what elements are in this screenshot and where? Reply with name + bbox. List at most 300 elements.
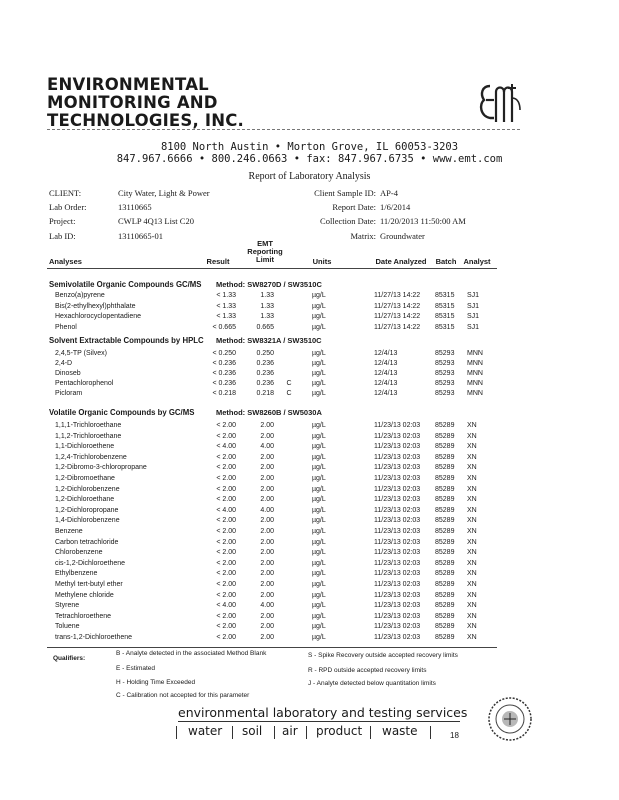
cell-name: 1,1,2-Trichloroethane	[55, 432, 122, 440]
cell-analyst: XN	[467, 549, 477, 557]
cell-batch: 85289	[435, 517, 455, 525]
sample-id-value: AP-4	[380, 188, 398, 198]
cell-batch: 85289	[435, 570, 455, 578]
cell-date: 11/23/13 02:03	[374, 602, 421, 610]
qualifiers-label: Qualifiers:	[53, 655, 86, 662]
cell-units: µg/L	[312, 432, 326, 440]
cell-limit: 2.00	[260, 612, 274, 620]
cell-analyst: XN	[467, 528, 477, 535]
cell-date: 11/23/13 02:03	[374, 581, 421, 588]
cell-batch: 85293	[435, 370, 455, 377]
cell-units: µg/L	[312, 453, 326, 461]
cell-analyst: MNN	[467, 370, 483, 377]
cell-result: < 0.236	[212, 360, 236, 367]
cell-analyst: XN	[467, 464, 477, 472]
cell-date: 11/23/13 02:03	[374, 570, 421, 578]
section-title: Semivolatile Organic Compounds GC/MS	[49, 280, 202, 289]
table-row	[0, 623, 619, 633]
company-name-line1: ENVIRONMENTAL	[47, 75, 209, 94]
table-row	[0, 581, 619, 591]
cell-result: < 0.218	[212, 390, 236, 397]
cell-name: Methylene chloride	[55, 591, 114, 599]
footer-item-soil: soil	[242, 724, 263, 738]
cell-name: Toluene	[55, 623, 80, 631]
qualifier-h: H - Holding Time Exceeded	[116, 679, 196, 686]
table-row	[0, 292, 619, 302]
table-row	[0, 634, 619, 644]
qualifier-r: R - RPD outside accepted recovery limits	[308, 667, 427, 674]
cell-batch: 85293	[435, 390, 455, 397]
cell-date: 11/23/13 02:03	[374, 528, 421, 535]
cell-date: 11/23/13 02:03	[374, 475, 421, 482]
lab-id-label: Lab ID:	[49, 231, 76, 241]
cell-result: < 0.236	[212, 380, 236, 387]
cell-result: < 2.00	[216, 432, 236, 440]
cell-result: < 4.00	[216, 443, 236, 451]
cell-name: 2,4,5-TP (Silvex)	[55, 350, 107, 357]
table-row	[0, 464, 619, 474]
table-row	[0, 360, 619, 370]
cell-result: < 0.665	[212, 323, 236, 331]
cell-name: Hexachlorocyclopentadiene	[55, 313, 141, 320]
qualifier-c: C - Calibration not accepted for this parameter	[116, 692, 250, 699]
cell-result: < 2.00	[216, 559, 236, 567]
footer-divider	[430, 726, 431, 739]
cell-analyst: SJ1	[467, 323, 480, 331]
cell-name: Tetrachloroethene	[55, 612, 112, 620]
collection-date-label: Collection Date:	[320, 216, 376, 226]
cell-units: µg/L	[312, 323, 326, 331]
cell-result: < 2.00	[216, 422, 236, 429]
table-row	[0, 539, 619, 549]
table-row	[0, 570, 619, 580]
cell-limit: 2.00	[260, 581, 274, 588]
cell-name: 1,2-Dibromo-3-chloropropane	[55, 464, 147, 472]
sample-id-label: Client Sample ID:	[314, 188, 376, 198]
cell-q: C	[286, 390, 292, 397]
col-date-analyzed: Date Analyzed	[375, 257, 427, 266]
matrix-label: Matrix:	[350, 231, 376, 241]
cell-date: 11/27/13 14:22	[374, 292, 421, 299]
table-row	[0, 422, 619, 432]
cell-analyst: XN	[467, 591, 477, 599]
cell-name: Benzo(a)pyrene	[55, 292, 105, 299]
cell-units: µg/L	[312, 612, 326, 620]
qualifier-j: J - Analyte detected below quantitation limits	[308, 680, 436, 687]
cell-limit: 2.00	[260, 634, 274, 641]
cell-limit: 4.00	[260, 443, 274, 451]
cell-analyst: SJ1	[467, 302, 480, 310]
cell-name: Pentachlorophenol	[55, 380, 114, 387]
cell-units: µg/L	[312, 623, 326, 631]
cell-limit: 2.00	[260, 422, 274, 429]
cell-analyst: XN	[467, 485, 477, 493]
company-contact: 847.967.6666 • 800.246.0663 • fax: 847.967.6735 • www.emt.com	[116, 153, 503, 165]
cell-batch: 85289	[435, 422, 455, 429]
cell-analyst: XN	[467, 538, 477, 546]
qualifier-b: B - Analyte detected in the associated Method Blank	[116, 650, 267, 657]
cell-units: µg/L	[312, 390, 326, 397]
cell-result: < 2.00	[216, 570, 236, 578]
cell-limit: 2.00	[260, 570, 274, 578]
table-row	[0, 602, 619, 612]
cell-result: < 0.250	[212, 350, 236, 357]
cell-batch: 85293	[435, 380, 455, 387]
cell-name: 2,4-D	[55, 360, 73, 367]
cell-units: µg/L	[312, 559, 326, 567]
cell-date: 11/23/13 02:03	[374, 591, 421, 599]
cell-date: 11/23/13 02:03	[374, 506, 421, 514]
cell-limit: 2.00	[260, 496, 274, 504]
table-row	[0, 380, 619, 390]
cell-batch: 85315	[435, 292, 455, 299]
cell-limit: 4.00	[260, 506, 274, 514]
table-row	[0, 613, 619, 623]
cell-name: Ethylbenzene	[55, 570, 98, 578]
cell-date: 12/4/13	[374, 370, 398, 377]
cell-units: µg/L	[312, 634, 326, 641]
cell-limit: 2.00	[260, 464, 274, 472]
cell-batch: 85289	[435, 623, 455, 631]
table-row	[0, 560, 619, 570]
cell-batch: 85289	[435, 464, 455, 472]
footer-item-waste: waste	[382, 724, 418, 738]
cell-date: 11/23/13 02:03	[374, 623, 421, 631]
report-date-value: 1/6/2014	[380, 202, 411, 212]
cell-batch: 85289	[435, 506, 455, 514]
footer-item-product: product	[316, 724, 363, 738]
cell-limit: 0.236	[256, 370, 274, 377]
footer-divider	[274, 726, 275, 739]
cell-limit: 2.00	[260, 485, 274, 493]
collection-date-value: 11/20/2013 11:50:00 AM	[380, 216, 466, 226]
cell-limit: 1.33	[260, 313, 274, 320]
cell-analyst: XN	[467, 475, 477, 482]
table-row	[0, 313, 619, 323]
cell-date: 11/23/13 02:03	[374, 453, 421, 461]
col-analyst: Analyst	[463, 257, 491, 266]
cell-analyst: MNN	[467, 380, 483, 387]
cell-batch: 85293	[435, 360, 455, 367]
cell-result: < 2.00	[216, 453, 236, 461]
cell-batch: 85289	[435, 475, 455, 482]
cell-name: 1,2-Dichloropropane	[55, 506, 119, 514]
cell-analyst: XN	[467, 570, 477, 578]
cell-analyst: XN	[467, 443, 477, 451]
cell-result: < 2.00	[216, 475, 236, 482]
cell-analyst: XN	[467, 623, 477, 631]
cell-batch: 85315	[435, 313, 455, 320]
cell-date: 11/23/13 02:03	[374, 549, 421, 557]
section-title: Solvent Extractable Compounds by HPLC	[49, 336, 204, 345]
report-date-label: Report Date:	[332, 202, 376, 212]
footer-item-water: water	[188, 724, 223, 738]
project-value: CWLP 4Q13 List C20	[118, 216, 194, 226]
cell-date: 11/23/13 02:03	[374, 496, 421, 504]
table-row	[0, 528, 619, 538]
cell-result: < 1.33	[216, 313, 236, 320]
cell-analyst: XN	[467, 506, 477, 514]
cell-limit: 2.00	[260, 432, 274, 440]
cell-date: 11/23/13 02:03	[374, 464, 421, 472]
cell-name: 1,2,4-Trichlorobenzene	[55, 453, 127, 461]
cell-units: µg/L	[312, 602, 326, 610]
client-label: CLIENT:	[49, 188, 82, 198]
cell-units: µg/L	[312, 443, 326, 451]
cell-date: 12/4/13	[374, 350, 398, 357]
col-emt-limit-line2: Reporting	[247, 247, 283, 256]
cell-units: µg/L	[312, 475, 326, 482]
table-row	[0, 475, 619, 485]
cell-units: µg/L	[312, 302, 326, 310]
cell-result: < 1.33	[216, 302, 236, 310]
col-result: Result	[206, 257, 230, 266]
cell-analyst: XN	[467, 602, 477, 610]
cell-date: 11/23/13 02:03	[374, 485, 421, 493]
cell-result: < 2.00	[216, 485, 236, 493]
cell-limit: 2.00	[260, 549, 274, 557]
section-title: Volatile Organic Compounds by GC/MS	[49, 408, 195, 417]
cell-name: Carbon tetrachloride	[55, 538, 119, 546]
cell-date: 12/4/13	[374, 380, 398, 387]
cell-limit: 0.250	[256, 350, 274, 357]
cell-limit: 2.00	[260, 475, 274, 482]
cell-name: 1,1-Dichloroethene	[55, 443, 115, 451]
cell-name: 1,2-Dichlorobenzene	[55, 485, 120, 493]
cell-limit: 2.00	[260, 517, 274, 525]
table-row	[0, 517, 619, 527]
table-row	[0, 486, 619, 496]
cell-result: < 2.00	[216, 634, 236, 641]
cell-limit: 1.33	[260, 292, 274, 299]
cell-limit: 0.218	[256, 390, 274, 397]
cell-units: µg/L	[312, 517, 326, 525]
cell-result: < 4.00	[216, 506, 236, 514]
cell-result: < 2.00	[216, 581, 236, 588]
accreditation-seal-icon	[487, 696, 533, 742]
cell-batch: 85289	[435, 591, 455, 599]
footer-slogan: environmental laboratory and testing services	[178, 705, 468, 720]
cell-batch: 85289	[435, 496, 455, 504]
cell-analyst: XN	[467, 612, 477, 620]
cell-units: µg/L	[312, 292, 326, 299]
cell-result: < 2.00	[216, 612, 236, 620]
cell-batch: 85289	[435, 485, 455, 493]
qualifier-s: S - Spike Recovery outside accepted recovery limits	[308, 652, 458, 659]
cell-limit: 2.00	[260, 528, 274, 535]
lab-order-value: 13110665	[118, 202, 152, 212]
cell-analyst: MNN	[467, 360, 483, 367]
cell-result: < 0.236	[212, 370, 236, 377]
table-row	[0, 433, 619, 443]
table-row	[0, 350, 619, 360]
cell-date: 11/27/13 14:22	[374, 313, 421, 320]
cell-analyst: SJ1	[467, 313, 480, 320]
cell-analyst: XN	[467, 581, 477, 588]
cell-name: Picloram	[55, 390, 83, 397]
cell-name: trans-1,2-Dichloroethene	[55, 634, 133, 641]
cell-name: Phenol	[55, 323, 77, 331]
cell-analyst: XN	[467, 432, 477, 440]
cell-units: µg/L	[312, 485, 326, 493]
cell-units: µg/L	[312, 591, 326, 599]
client-value: City Water, Light & Power	[118, 188, 210, 198]
footer-divider	[306, 726, 307, 739]
cell-analyst: MNN	[467, 390, 483, 397]
cell-name: 1,4-Dichlorobenzene	[55, 517, 120, 525]
cell-result: < 2.00	[216, 549, 236, 557]
table-row	[0, 496, 619, 506]
table-row	[0, 324, 619, 334]
cell-analyst: XN	[467, 453, 477, 461]
report-title: Report of Laboratory Analysis	[248, 171, 371, 182]
section-method: Method: SW8260B / SW5030A	[216, 408, 322, 417]
qualifiers-rule	[47, 647, 497, 648]
cell-units: µg/L	[312, 538, 326, 546]
cell-limit: 1.33	[260, 302, 274, 310]
cell-units: µg/L	[312, 570, 326, 578]
cell-result: < 2.00	[216, 496, 236, 504]
cell-date: 11/23/13 02:03	[374, 538, 421, 546]
project-label: Project:	[49, 216, 76, 226]
cell-batch: 85289	[435, 549, 455, 557]
cell-analyst: XN	[467, 496, 477, 504]
table-row	[0, 303, 619, 313]
cell-date: 11/23/13 02:03	[374, 634, 421, 641]
cell-limit: 2.00	[260, 591, 274, 599]
table-row	[0, 549, 619, 559]
footer-divider	[176, 726, 177, 739]
company-address: 8100 North Austin • Morton Grove, IL 60053-3203	[160, 141, 459, 153]
cell-limit: 2.00	[260, 453, 274, 461]
cell-result: < 2.00	[216, 623, 236, 631]
company-name-line3: TECHNOLOGIES, INC.	[47, 111, 245, 130]
cell-limit: 2.00	[260, 538, 274, 546]
cell-date: 12/4/13	[374, 360, 398, 367]
cell-batch: 85289	[435, 559, 455, 567]
matrix-value: Groundwater	[380, 231, 425, 241]
page-number: 18	[450, 731, 459, 740]
cell-date: 11/23/13 02:03	[374, 612, 421, 620]
cell-limit: 2.00	[260, 559, 274, 567]
cell-date: 11/23/13 02:03	[374, 443, 421, 451]
cell-batch: 85289	[435, 612, 455, 620]
cell-limit: 0.236	[256, 360, 274, 367]
cell-limit: 4.00	[260, 602, 274, 610]
cell-analyst: SJ1	[467, 292, 480, 299]
table-row	[0, 370, 619, 380]
cell-result: < 2.00	[216, 591, 236, 599]
table-row	[0, 592, 619, 602]
cell-batch: 85289	[435, 602, 455, 610]
section-method: Method: SW8321A / SW3510C	[216, 336, 322, 345]
cell-date: 11/23/13 02:03	[374, 517, 421, 525]
cell-units: µg/L	[312, 360, 326, 367]
col-units: Units	[312, 257, 332, 266]
cell-units: µg/L	[312, 370, 326, 377]
cell-name: 1,1,1-Trichloroethane	[55, 422, 122, 429]
cell-units: µg/L	[312, 496, 326, 504]
lab-order-label: Lab Order:	[49, 202, 87, 212]
cell-name: 1,2-Dibromoethane	[55, 475, 115, 482]
cell-batch: 85315	[435, 323, 455, 331]
cell-batch: 85289	[435, 528, 455, 535]
table-row	[0, 390, 619, 400]
cell-result: < 2.00	[216, 464, 236, 472]
cell-batch: 85289	[435, 634, 455, 641]
cell-date: 11/27/13 14:22	[374, 323, 421, 331]
cell-units: µg/L	[312, 380, 326, 387]
cell-q: C	[286, 380, 292, 387]
cell-batch: 85293	[435, 350, 455, 357]
cell-date: 11/23/13 02:03	[374, 559, 421, 567]
cell-analyst: MNN	[467, 350, 483, 357]
lab-id-value: 13110665-01	[118, 231, 164, 241]
footer-item-air: air	[282, 724, 298, 738]
col-emt-limit-line3: Limit	[256, 255, 274, 264]
table-row	[0, 454, 619, 464]
cell-name: Chlorobenzene	[55, 549, 103, 557]
cell-name: cis-1,2-Dichloroethene	[55, 559, 126, 567]
footer-rule	[178, 721, 460, 722]
cell-result: < 2.00	[216, 517, 236, 525]
cell-units: µg/L	[312, 506, 326, 514]
table-row	[0, 443, 619, 453]
cell-date: 11/23/13 02:03	[374, 422, 421, 429]
cell-batch: 85315	[435, 302, 455, 310]
cell-analyst: XN	[467, 559, 477, 567]
cell-limit: 0.665	[256, 323, 274, 331]
cell-name: Dinoseb	[55, 370, 81, 377]
cell-units: µg/L	[312, 549, 326, 557]
cell-date: 11/23/13 02:03	[374, 432, 421, 440]
cell-batch: 85289	[435, 581, 455, 588]
cell-batch: 85289	[435, 432, 455, 440]
cell-name: Methyl tert-butyl ether	[55, 581, 123, 588]
table-row	[0, 507, 619, 517]
cell-name: Benzene	[55, 528, 83, 535]
cell-units: µg/L	[312, 464, 326, 472]
cell-date: 12/4/13	[374, 390, 398, 397]
cell-batch: 85289	[435, 453, 455, 461]
cell-name: 1,2-Dichloroethane	[55, 496, 115, 504]
cell-analyst: XN	[467, 634, 477, 641]
cell-name: Bis(2-ethylhexyl)phthalate	[55, 302, 136, 310]
cell-batch: 85289	[435, 443, 455, 451]
col-analyses: Analyses	[49, 257, 82, 266]
company-name-line2: MONITORING AND	[47, 93, 218, 112]
cell-result: < 2.00	[216, 538, 236, 546]
footer-divider	[232, 726, 233, 739]
cell-limit: 0.236	[256, 380, 274, 387]
cell-units: µg/L	[312, 422, 326, 429]
cell-date: 11/27/13 14:22	[374, 302, 421, 310]
cell-result: < 1.33	[216, 292, 236, 299]
cell-analyst: XN	[467, 517, 477, 525]
cell-analyst: XN	[467, 422, 477, 429]
cell-limit: 2.00	[260, 623, 274, 631]
section-method: Method: SW8270D / SW3510C	[216, 280, 322, 289]
cell-result: < 4.00	[216, 602, 236, 610]
footer-divider	[370, 726, 371, 739]
cell-units: µg/L	[312, 581, 326, 588]
cell-batch: 85289	[435, 538, 455, 546]
cell-units: µg/L	[312, 350, 326, 357]
cell-result: < 2.00	[216, 528, 236, 535]
col-batch: Batch	[435, 257, 457, 266]
cell-name: Styrene	[55, 602, 80, 610]
cell-units: µg/L	[312, 528, 326, 535]
